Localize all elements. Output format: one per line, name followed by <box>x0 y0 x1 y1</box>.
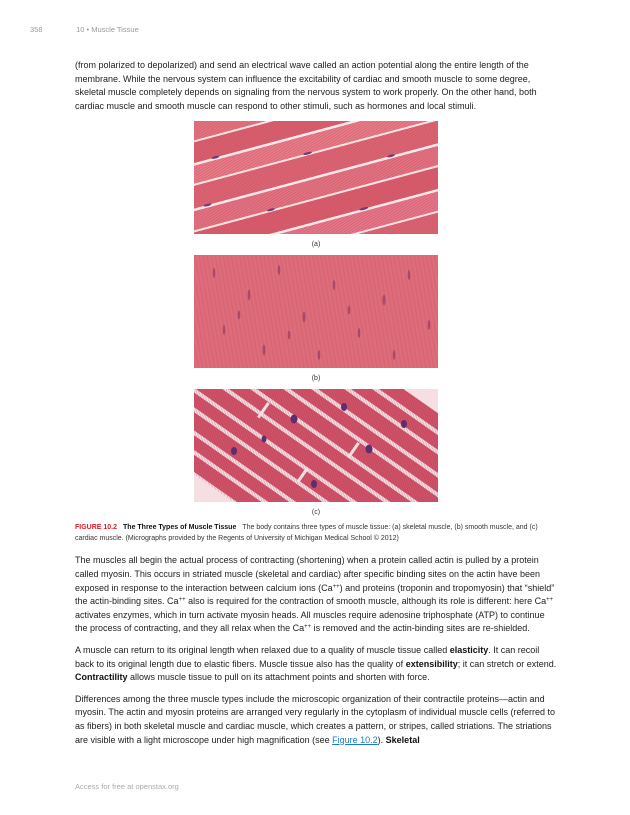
text-run: ) and proteins (troponin and tropomyosin) that “shield” the actin-binding sites. Ca <box>75 582 555 607</box>
figure-label-c: (c) <box>311 509 321 517</box>
figure-number: FIGURE 10.2 <box>75 524 118 532</box>
superscript: ++ <box>304 624 312 631</box>
superscript: ++ <box>178 597 186 604</box>
page-number: 358 <box>30 25 43 34</box>
text-run: activates enzymes, which in turn activate myosin heads. All muscles require adenosine triphosphate (ATP) to continue the process of contracting, and they all relax when the Ca <box>75 609 545 634</box>
term-elasticity: elasticity <box>449 644 489 655</box>
text-run: ; it can stretch or extend. <box>457 658 557 669</box>
intro-paragraph: (from polarized to depolarized) and send an electrical wave called an action potential along the entire length of the membrane. While the nervous system can influence the excitability of cardiac and smooth muscle to some degree, skeletal muscle completely depends on signaling from the nervous system to work properly. On the other hand, both cardiac muscle and smooth muscle can respond to other stimuli, such as hormones and local stimuli. <box>75 60 537 111</box>
term-skeletal: Skeletal <box>385 734 420 745</box>
text-run: is removed and the actin-binding sites are re-shielded. <box>311 623 530 634</box>
cardiac-muscle-micrograph <box>194 389 438 502</box>
text-run: Differences among the three muscle types include the microscopic organization of their contractile proteins—actin and myosin. The actin and myosin proteins are arranged very regularly in the cytoplasm of individual muscle cells (referred to as fibers) in both skeletal muscle and cardiac muscle, which creates a pattern, or stripes, called striations. The striations are visible with a light microscope under high magnification (see <box>75 693 556 745</box>
figure-caption-text: The body contains three types of muscle tissue: (a) skeletal muscle, (b) smooth muscle, and (c) cardiac muscle. (Micrographs provided by the Regents of University of Michigan Medical School © 2012) <box>75 524 538 542</box>
contraction-paragraph <box>75 554 557 636</box>
text-run: ). <box>377 734 386 745</box>
running-header <box>30 25 139 34</box>
superscript: ++ <box>332 583 340 590</box>
elasticity-paragraph <box>75 644 557 685</box>
figure-label-a: (a) <box>311 241 321 249</box>
term-extensibility: extensibility <box>405 658 458 669</box>
text-run: also is required for the contraction of smooth muscle, although its role is different: here Ca <box>185 596 547 607</box>
text-run: . It can recoil back to its original length due to elastic fibers. Muscle tissue also has the quality of <box>75 644 540 669</box>
differences-paragraph <box>75 693 557 747</box>
figure-title: The Three Types of Muscle Tissue <box>123 524 237 532</box>
smooth-muscle-micrograph <box>194 255 438 368</box>
figure-10-2-link[interactable]: Figure 10.2 <box>332 734 378 745</box>
figure-10-2 <box>75 121 557 544</box>
page-footer: Access for free at openstax.org <box>75 782 179 791</box>
term-contractility: Contractility <box>75 672 128 683</box>
figure-caption <box>75 523 557 544</box>
text-run: A muscle can return to its original length when relaxed due to a quality of muscle tissue called <box>75 644 450 655</box>
text-run: The muscles all begin the actual process of contracting (shortening) when a protein called actin is pulled by a protein called myosin. This occurs in striated muscle (skeletal and cardiac) after specific binding sites on the actin have been exposed in response to the interaction between calcium ions (Ca <box>75 555 541 593</box>
page-content <box>75 59 557 755</box>
figure-label-b: (b) <box>311 375 321 383</box>
chapter-title: 10 • Muscle Tissue <box>76 25 139 34</box>
skeletal-muscle-micrograph <box>194 121 438 234</box>
superscript: ++ <box>546 597 554 604</box>
text-run: allows muscle tissue to pull on its attachment points and shorten with force. <box>127 672 430 683</box>
